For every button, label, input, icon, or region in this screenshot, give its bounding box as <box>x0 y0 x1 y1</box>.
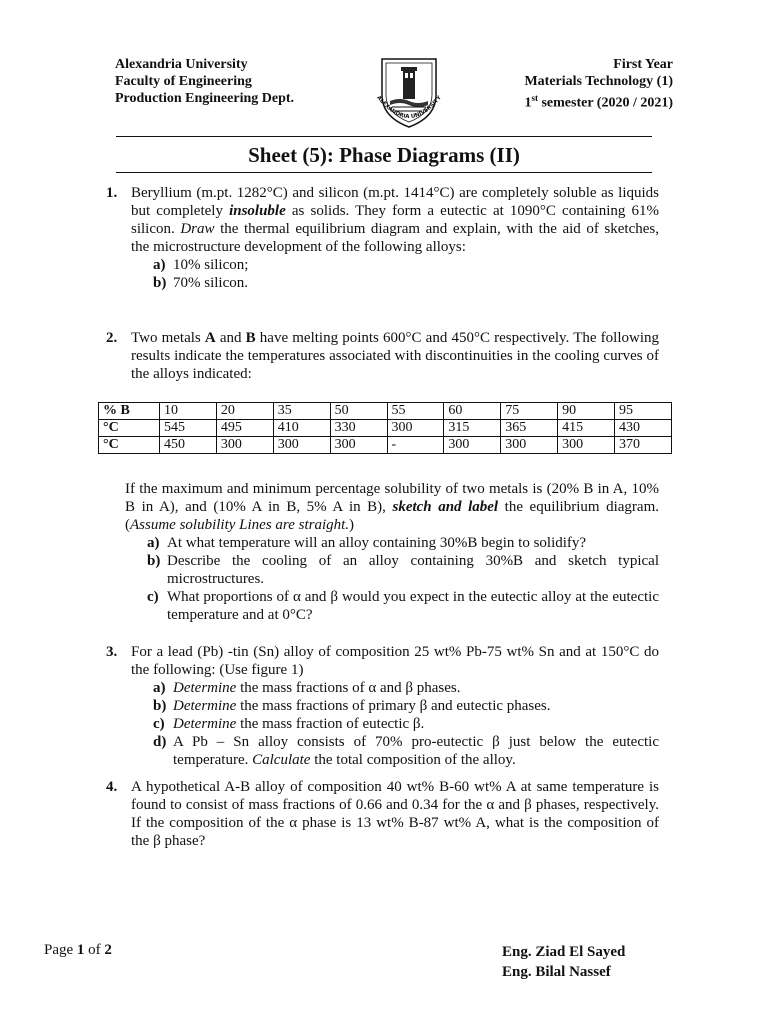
table-row: % B 10 20 35 50 55 60 75 90 95 <box>99 403 672 420</box>
question-1 <box>106 184 659 292</box>
author-name: Eng. Bilal Nassef <box>502 964 611 980</box>
faculty-name: Faculty of Engineering <box>115 74 252 89</box>
title-rule-bottom <box>116 172 652 173</box>
university-name: Alexandria University <box>115 57 248 72</box>
footer-authors <box>502 942 625 982</box>
sub-question: a) At what temperature will an alloy containing 30%B begin to solidify? <box>147 535 587 551</box>
sub-question: a) Determine the mass fractions of α and β phases. <box>153 680 461 696</box>
sheet-title: Sheet (5): Phase Diagrams (II) <box>248 143 520 167</box>
table-row: °C 450 300 300 300 - 300 300 300 370 <box>99 437 672 454</box>
question-2 <box>106 329 659 383</box>
cooling-data-table <box>98 402 672 454</box>
sub-question: b) Determine the mass fractions of primary β and eutectic phases. <box>153 698 551 714</box>
question-text: Two metals A and B have melting points 600°C and 450°C respectively. The following results indicate the temperatures associated with discontinuities in the cooling curves of the alloys indicated: <box>131 330 659 382</box>
table-row: °C 545 495 410 330 300 315 365 415 430 <box>99 420 672 437</box>
header-course <box>524 56 673 112</box>
title-rule-top <box>116 136 652 137</box>
question-text: A hypothetical A-B alloy of composition 40 wt% B-60 wt% A at same temperature is found to consist of mass fractions of 0.66 and 0.34 for the α and β phases, respectively. If the composition of the α phase is 13 wt% B-87 wt% A, what is the composition of the β phase? <box>131 779 659 849</box>
question-number: 1. <box>106 185 118 201</box>
question-4 <box>106 778 659 850</box>
semester-label: 1st semester (2020 / 2021) <box>524 93 673 111</box>
page-indicator: Page 1 of 2 <box>44 942 112 958</box>
sub-question: b) Describe the cooling of an alloy containing 30%B and sketch typical microstructures. <box>147 553 659 587</box>
sub-question: d) A Pb – Sn alloy consists of 70% pro-eutectic β just below the eutectic temperature. Calculate the total composition of the alloy. <box>153 734 659 768</box>
sub-question: a) 10% silicon; <box>153 257 249 273</box>
sub-question: b) 70% silicon. <box>153 275 248 291</box>
sub-question: c) What proportions of α and β would you expect in the eutectic alloy at the eutectic temperature and at 0°C? <box>147 589 659 623</box>
logo-text: ALEXANDRIA UNIVERSITY <box>375 94 443 121</box>
author-name: Eng. Ziad El Sayed <box>502 944 626 960</box>
course-name: Materials Technology (1) <box>524 74 673 89</box>
university-logo <box>368 55 450 131</box>
question-text: For a lead (Pb) -tin (Sn) alloy of composition 25 wt% Pb-75 wt% Sn and at 150°C do the following: (Use figure 1) <box>131 644 659 678</box>
question-2-continued <box>125 480 659 624</box>
sub-question: c) Determine the mass fraction of eutectic β. <box>153 716 425 732</box>
question-number: 2. <box>106 330 118 346</box>
header-institution <box>115 56 294 107</box>
question-number: 3. <box>106 644 118 660</box>
question-text: Beryllium (m.pt. 1282°C) and silicon (m.pt. 1414°C) are completely soluble as liquids but completely insoluble as solids. They form a eutectic at 1090°C containing 61% silicon. Draw the thermal equilibrium diagram and explain, with the aid of sketches, the microstructure development of the following alloys: <box>131 185 659 255</box>
department-name: Production Engineering Dept. <box>115 91 295 106</box>
question-3 <box>106 643 659 769</box>
question-number: 4. <box>106 779 118 795</box>
year-label: First Year <box>613 57 673 72</box>
question-text: If the maximum and minimum percentage solubility of two metals is (20% B in A, 10% B in A), and (10% A in B, 5% A in B), sketch and label the equilibrium diagram. (Assume solubility Lines are straight.) <box>125 481 659 533</box>
